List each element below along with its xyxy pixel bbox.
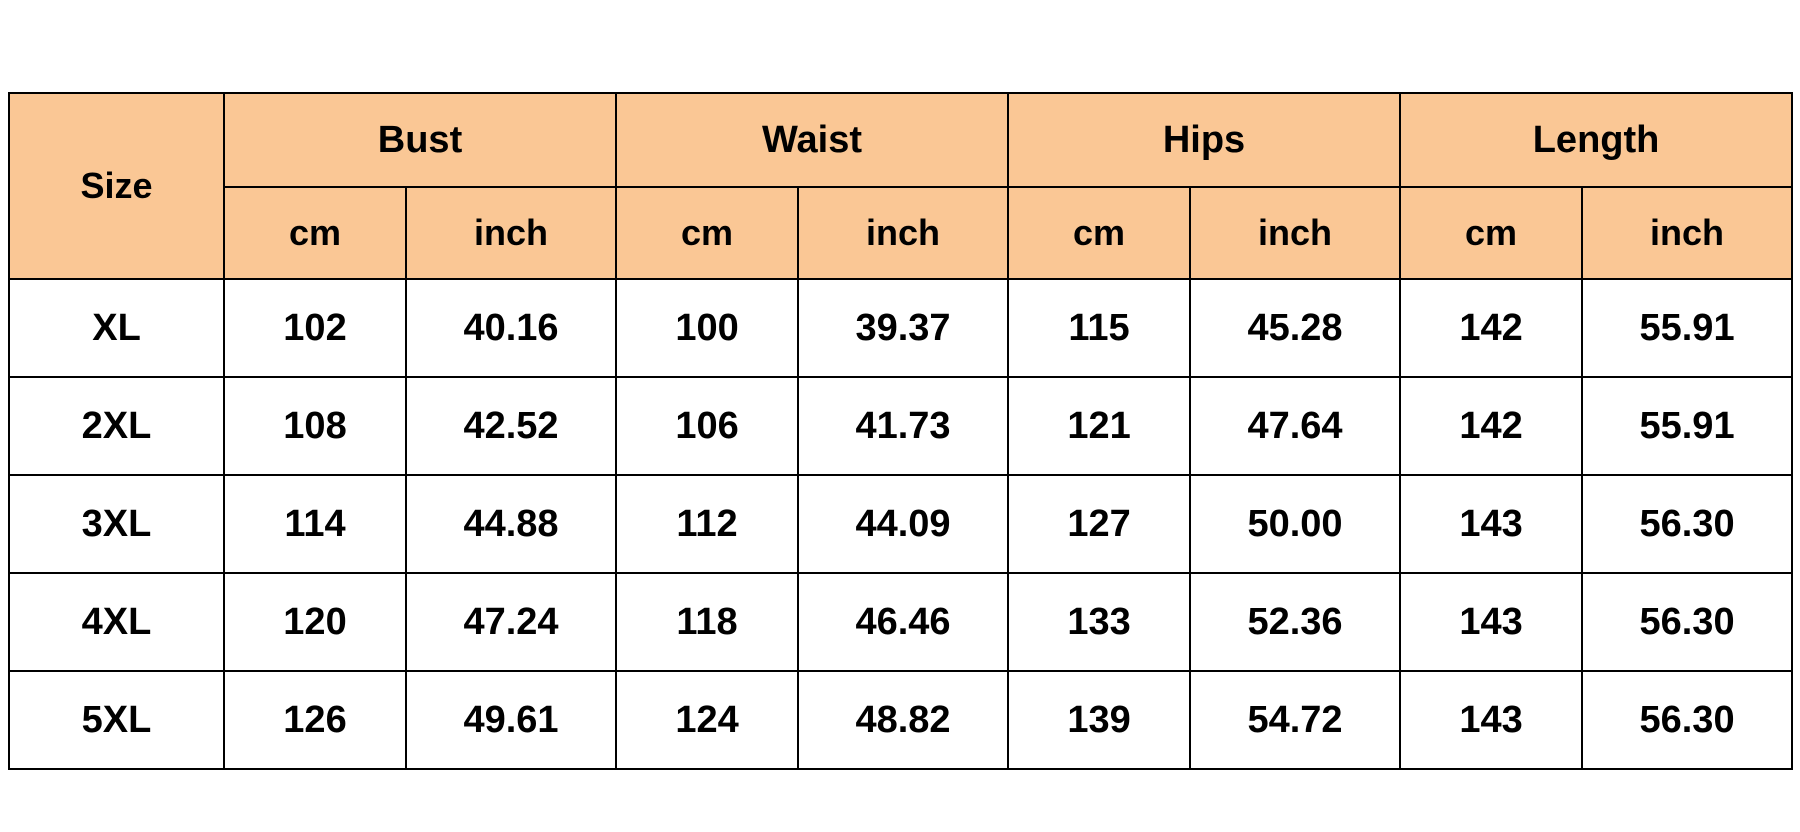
cell-hips-cm: 121 [1008, 377, 1190, 475]
table-row [9, 573, 1792, 671]
cell-length-cm: 142 [1400, 279, 1582, 377]
header-unit-length-cm: cm [1400, 187, 1582, 279]
header-unit-hips-cm: cm [1008, 187, 1190, 279]
cell-hips-inch: 47.64 [1190, 377, 1400, 475]
cell-length-cm: 143 [1400, 475, 1582, 573]
size-chart-container [8, 92, 1793, 770]
cell-waist-inch: 48.82 [798, 671, 1008, 769]
cell-bust-cm: 126 [224, 671, 406, 769]
header-row-units [9, 187, 1792, 279]
cell-waist-cm: 118 [616, 573, 798, 671]
cell-waist-cm: 124 [616, 671, 798, 769]
cell-hips-inch: 45.28 [1190, 279, 1400, 377]
cell-hips-cm: 127 [1008, 475, 1190, 573]
table-header [9, 93, 1792, 279]
cell-length-inch: 56.30 [1582, 475, 1792, 573]
cell-size: 2XL [9, 377, 224, 475]
header-size: Size [9, 93, 224, 279]
header-unit-length-inch: inch [1582, 187, 1792, 279]
cell-length-inch: 56.30 [1582, 671, 1792, 769]
header-group-length: Length [1400, 93, 1792, 187]
table-row [9, 475, 1792, 573]
cell-waist-cm: 100 [616, 279, 798, 377]
cell-bust-inch: 44.88 [406, 475, 616, 573]
cell-size: XL [9, 279, 224, 377]
header-group-waist: Waist [616, 93, 1008, 187]
cell-hips-inch: 54.72 [1190, 671, 1400, 769]
cell-waist-cm: 112 [616, 475, 798, 573]
cell-length-cm: 142 [1400, 377, 1582, 475]
cell-bust-cm: 120 [224, 573, 406, 671]
header-group-bust: Bust [224, 93, 616, 187]
cell-bust-cm: 114 [224, 475, 406, 573]
cell-waist-inch: 41.73 [798, 377, 1008, 475]
header-group-hips: Hips [1008, 93, 1400, 187]
cell-length-inch: 55.91 [1582, 377, 1792, 475]
cell-hips-cm: 115 [1008, 279, 1190, 377]
cell-hips-cm: 139 [1008, 671, 1190, 769]
table-row [9, 671, 1792, 769]
size-chart-table [8, 92, 1793, 770]
cell-bust-cm: 108 [224, 377, 406, 475]
cell-hips-inch: 52.36 [1190, 573, 1400, 671]
cell-length-inch: 55.91 [1582, 279, 1792, 377]
cell-bust-inch: 42.52 [406, 377, 616, 475]
cell-size: 3XL [9, 475, 224, 573]
header-unit-bust-cm: cm [224, 187, 406, 279]
cell-hips-inch: 50.00 [1190, 475, 1400, 573]
table-row [9, 279, 1792, 377]
cell-waist-inch: 44.09 [798, 475, 1008, 573]
table-row [9, 377, 1792, 475]
cell-waist-inch: 39.37 [798, 279, 1008, 377]
table-body [9, 279, 1792, 769]
cell-hips-cm: 133 [1008, 573, 1190, 671]
cell-waist-cm: 106 [616, 377, 798, 475]
cell-length-inch: 56.30 [1582, 573, 1792, 671]
header-unit-bust-inch: inch [406, 187, 616, 279]
cell-length-cm: 143 [1400, 573, 1582, 671]
cell-bust-inch: 49.61 [406, 671, 616, 769]
header-unit-waist-inch: inch [798, 187, 1008, 279]
cell-bust-inch: 40.16 [406, 279, 616, 377]
header-unit-hips-inch: inch [1190, 187, 1400, 279]
header-row-groups [9, 93, 1792, 187]
cell-waist-inch: 46.46 [798, 573, 1008, 671]
cell-bust-inch: 47.24 [406, 573, 616, 671]
cell-length-cm: 143 [1400, 671, 1582, 769]
cell-size: 4XL [9, 573, 224, 671]
cell-bust-cm: 102 [224, 279, 406, 377]
cell-size: 5XL [9, 671, 224, 769]
header-unit-waist-cm: cm [616, 187, 798, 279]
